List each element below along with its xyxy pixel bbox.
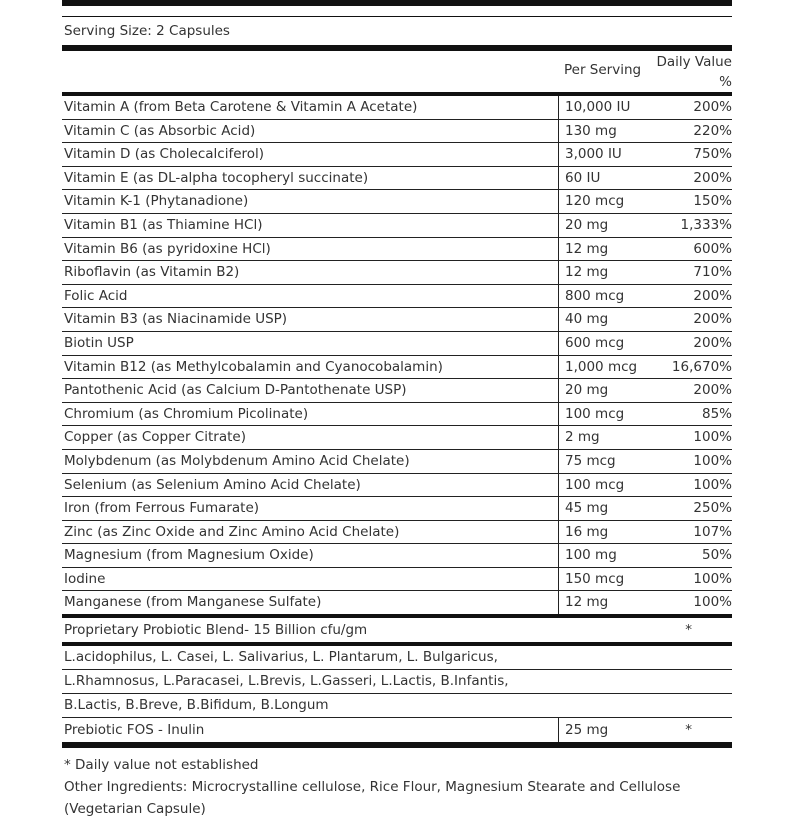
nutrient-row	[62, 544, 732, 568]
nutrient-row	[62, 238, 732, 262]
daily-value-footnote: * Daily value not established	[64, 757, 259, 773]
nutrient-daily-value: 1,333%	[680, 216, 732, 233]
nutrient-amount: 10,000 IU	[558, 96, 630, 119]
nutrient-row	[62, 120, 732, 144]
nutrient-daily-value: 200%	[693, 99, 732, 115]
strain-line: L.Rhamnosus, L.Paracasei, L.Brevis, L.Gasseri, L.Lactis, B.Infantis,	[62, 670, 732, 694]
nutrient-daily-value: 710%	[693, 264, 732, 281]
prebiotic-row	[62, 718, 732, 748]
nutrient-daily-value: 250%	[693, 500, 732, 517]
nutrient-daily-value: 100%	[693, 594, 732, 611]
nutrient-name: Pantothenic Acid (as Calcium D-Pantothenate USP)	[64, 382, 407, 399]
probiotic-blend-row	[62, 618, 732, 646]
nutrient-row	[62, 308, 732, 332]
nutrient-amount: 20 mg	[558, 379, 608, 402]
nutrient-amount: 600 mcg	[558, 332, 624, 355]
nutrient-name: Vitamin B3 (as Niacinamide USP)	[64, 311, 288, 328]
nutrient-daily-value: 16,670%	[671, 358, 732, 375]
nutrient-row	[62, 379, 732, 403]
nutrient-row	[62, 356, 732, 380]
nutrient-name: Manganese (from Manganese Sulfate)	[64, 594, 322, 611]
nutrient-daily-value: 750%	[693, 146, 732, 163]
nutrient-name: Vitamin E (as DL-alpha tocopheryl succinate)	[64, 169, 369, 186]
nutrient-name: Biotin USP	[64, 334, 134, 351]
nutrient-row	[62, 190, 732, 214]
nutrient-amount: 60 IU	[558, 167, 600, 190]
strain-line: B.Lactis, B.Breve, B.Bifidum, B.Longum	[62, 694, 732, 718]
nutrient-daily-value: 600%	[693, 240, 732, 257]
nutrient-daily-value: 200%	[693, 382, 732, 399]
nutrient-amount: 2 mg	[558, 426, 600, 449]
other-ingredients-line2: (Vegetarian Capsule)	[64, 801, 206, 817]
nutrient-daily-value: 100%	[693, 570, 732, 587]
nutrient-name: Folic Acid	[64, 287, 128, 304]
nutrient-row	[62, 167, 732, 191]
column-headers	[62, 50, 732, 96]
nutrient-amount: 1,000 mcg	[558, 356, 637, 379]
nutrient-name: Iodine	[64, 570, 106, 587]
nutrient-amount: 120 mcg	[558, 190, 624, 213]
other-ingredients-line1: Other Ingredients: Microcrystalline cellulose, Rice Flour, Magnesium Stearate and Cellulose	[64, 779, 681, 795]
nutrient-name: Magnesium (from Magnesium Oxide)	[64, 547, 314, 564]
prebiotic-dv: *	[685, 722, 692, 738]
nutrient-name: Zinc (as Zinc Oxide and Zinc Amino Acid Chelate)	[64, 523, 400, 540]
nutrient-row	[62, 403, 732, 427]
nutrient-row	[62, 497, 732, 521]
nutrient-daily-value: 200%	[693, 334, 732, 351]
prebiotic-amount: 25 mg	[558, 718, 608, 742]
nutrient-name: Vitamin K-1 (Phytanadione)	[64, 193, 249, 210]
nutrient-row	[62, 96, 732, 120]
nutrient-daily-value: 100%	[693, 476, 732, 493]
nutrient-daily-value: 85%	[701, 405, 732, 422]
strain-line: L.acidophilus, L. Casei, L. Salivarius, L. Plantarum, L. Bulgaricus,	[62, 646, 732, 670]
nutrient-amount: 75 mcg	[558, 450, 616, 473]
nutrient-row	[62, 285, 732, 309]
nutrient-name: Iron (from Ferrous Fumarate)	[64, 500, 260, 517]
daily-value-header-line2: %	[719, 74, 732, 90]
nutrient-name: Riboflavin (as Vitamin B2)	[64, 264, 240, 281]
nutrient-amount: 100 mg	[558, 544, 617, 567]
nutrient-row	[62, 143, 732, 167]
nutrient-row	[62, 426, 732, 450]
nutrient-amount: 20 mg	[558, 214, 608, 237]
nutrient-amount: 3,000 IU	[558, 143, 622, 166]
nutrient-daily-value: 50%	[701, 547, 732, 564]
nutrient-name: Selenium (as Selenium Amino Acid Chelate)	[64, 476, 361, 493]
nutrient-daily-value: 200%	[693, 169, 732, 186]
nutrient-amount: 40 mg	[558, 308, 608, 331]
nutrient-amount: 100 mcg	[558, 474, 624, 497]
serving-size: Serving Size: 2 Capsules	[62, 16, 732, 51]
nutrient-row	[62, 450, 732, 474]
daily-value-header	[656, 52, 732, 92]
nutrient-row	[62, 591, 732, 618]
nutrient-daily-value: 220%	[693, 122, 732, 139]
nutrient-daily-value: 100%	[693, 452, 732, 469]
nutrient-amount: 130 mg	[558, 120, 617, 143]
nutrient-amount: 16 mg	[558, 521, 608, 544]
nutrient-row	[62, 261, 732, 285]
nutrient-name: Copper (as Copper Citrate)	[64, 429, 246, 446]
nutrient-name: Vitamin D (as Cholecalciferol)	[64, 146, 265, 163]
nutrient-name: Chromium (as Chromium Picolinate)	[64, 405, 309, 422]
nutrient-row	[62, 568, 732, 592]
nutrient-daily-value: 107%	[693, 523, 732, 540]
nutrient-amount: 100 mcg	[558, 403, 624, 426]
probiotic-blend-name: Proprietary Probiotic Blend- 15 Billion cfu/gm	[64, 622, 368, 638]
nutrient-daily-value: 100%	[693, 429, 732, 446]
footnotes	[64, 754, 732, 820]
nutrient-amount: 12 mg	[558, 238, 608, 261]
nutrient-row	[62, 332, 732, 356]
daily-value-header-line1: Daily Value	[656, 54, 732, 70]
nutrient-rows	[62, 96, 732, 618]
nutrient-amount: 12 mg	[558, 261, 608, 284]
nutrient-row	[62, 521, 732, 545]
nutrient-name: Vitamin B1 (as Thiamine HCl)	[64, 216, 263, 233]
probiotic-strains	[62, 646, 732, 718]
supplement-facts-panel	[62, 0, 732, 817]
nutrient-amount: 12 mg	[558, 591, 608, 614]
nutrient-daily-value: 150%	[693, 193, 732, 210]
nutrient-amount: 150 mcg	[558, 568, 624, 591]
probiotic-blend-dv: *	[685, 622, 692, 638]
nutrient-name: Vitamin B6 (as pyridoxine HCl)	[64, 240, 271, 257]
nutrient-row	[62, 474, 732, 498]
prebiotic-name: Prebiotic FOS - Inulin	[64, 722, 205, 738]
nutrient-name: Molybdenum (as Molybdenum Amino Acid Chelate)	[64, 452, 410, 469]
nutrient-daily-value: 200%	[693, 287, 732, 304]
nutrient-name: Vitamin B12 (as Methylcobalamin and Cyanocobalamin)	[64, 358, 443, 375]
per-serving-header: Per Serving	[564, 62, 642, 78]
nutrient-row	[62, 214, 732, 238]
nutrient-amount: 45 mg	[558, 497, 608, 520]
nutrient-amount: 800 mcg	[558, 285, 624, 308]
nutrient-name: Vitamin A (from Beta Carotene & Vitamin A Acetate)	[64, 99, 418, 115]
nutrient-daily-value: 200%	[693, 311, 732, 328]
top-rule	[62, 0, 732, 6]
nutrient-name: Vitamin C (as Absorbic Acid)	[64, 122, 256, 139]
